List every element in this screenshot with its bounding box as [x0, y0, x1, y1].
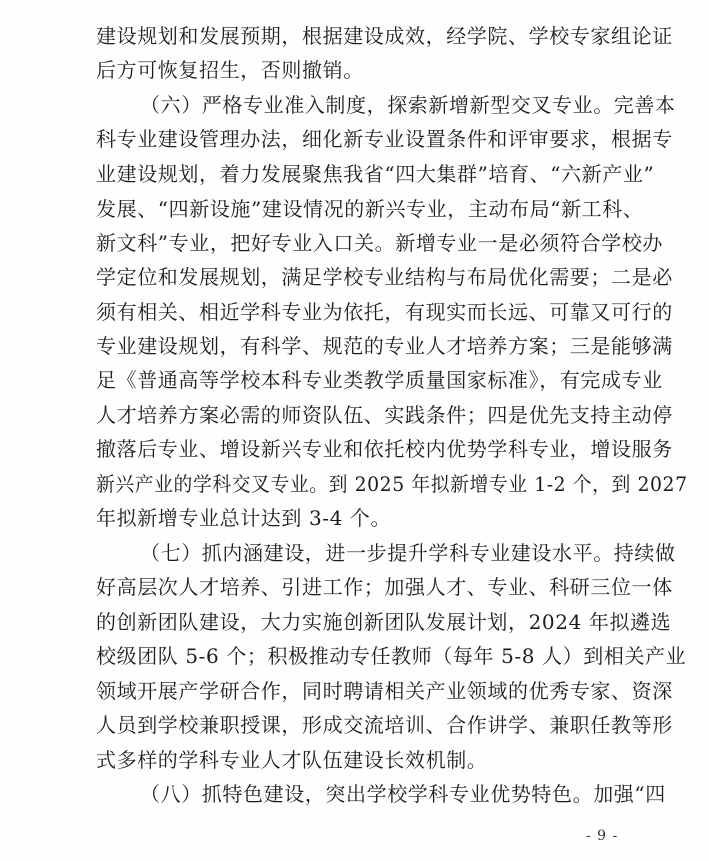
- text-line: 新兴产业的学科交叉专业。到 2025 年拟新增专业 1-2 个，到 2027: [96, 472, 688, 496]
- page-number: - 9 -: [586, 828, 619, 844]
- paragraph-heading-6: （六）严格专业准入制度，探索新增新型交叉专业。完善本: [140, 93, 676, 117]
- text-line: 学定位和发展规划，满足学校专业结构与布局优化需要；二是必: [96, 265, 673, 289]
- text-line: 撤落后专业、增设新兴专业和依托校内优势学科专业，增设服务: [96, 437, 673, 461]
- text-line: 好高层次人才培养、引进工作；加强人才、专业、科研三位一体: [96, 575, 673, 599]
- text-line: 后方可恢复招生，否则撤销。: [96, 58, 364, 82]
- paragraph-heading-8: （八）抓特色建设，突出学校学科专业优势特色。加强“四: [140, 782, 666, 806]
- text-line: 建设规划和发展预期，根据建设成效，经学院、学校专家组论证: [96, 24, 673, 48]
- text-line: 专业建设规划，有科学、规范的专业人才培养方案；三是能够满: [96, 334, 673, 358]
- text-line: 发展、“四新设施”建设情况的新兴专业，主动布局“新工科、: [96, 197, 644, 221]
- text-line: 的创新团队建设，大力实施创新团队发展计划，2024 年拟遴选: [96, 610, 672, 634]
- text-line: 业建设规划，着力发展聚焦我省“四大集群”培育、“六新产业”: [96, 162, 655, 186]
- paragraph-heading-7: （七）抓内涵建设，进一步提升学科专业建设水平。持续做: [140, 541, 676, 565]
- text-line: 须有相关、相近学科专业为依托，有现实而长远、可靠又可行的: [96, 300, 673, 324]
- text-line: 足《普通高等学校本科专业类教学质量国家标准》，有完成专业: [96, 368, 663, 392]
- text-line: 领域开展产学研合作，同时聘请相关产业领域的优秀专家、资深: [96, 679, 673, 703]
- text-line: 式多样的学科专业人才队伍建设长效机制。: [96, 748, 488, 772]
- text-line: 科专业建设管理办法，细化新专业设置条件和评审要求，根据专: [96, 127, 673, 151]
- text-line: 人员到学校兼职授课，形成交流培训、合作讲学、兼职任教等形: [96, 713, 673, 737]
- text-line: 校级团队 5-6 个；积极推动专任教师（每年 5-8 人）到相关产业: [96, 644, 687, 668]
- text-line: 新文科”专业，把好专业入口关。新增专业一是必须符合学校办: [96, 231, 664, 255]
- text-line: 人才培养方案必需的师资队伍、实践条件；四是优先支持主动停: [96, 403, 673, 427]
- text-line: 年拟新增专业总计达到 3-4 个。: [96, 506, 392, 530]
